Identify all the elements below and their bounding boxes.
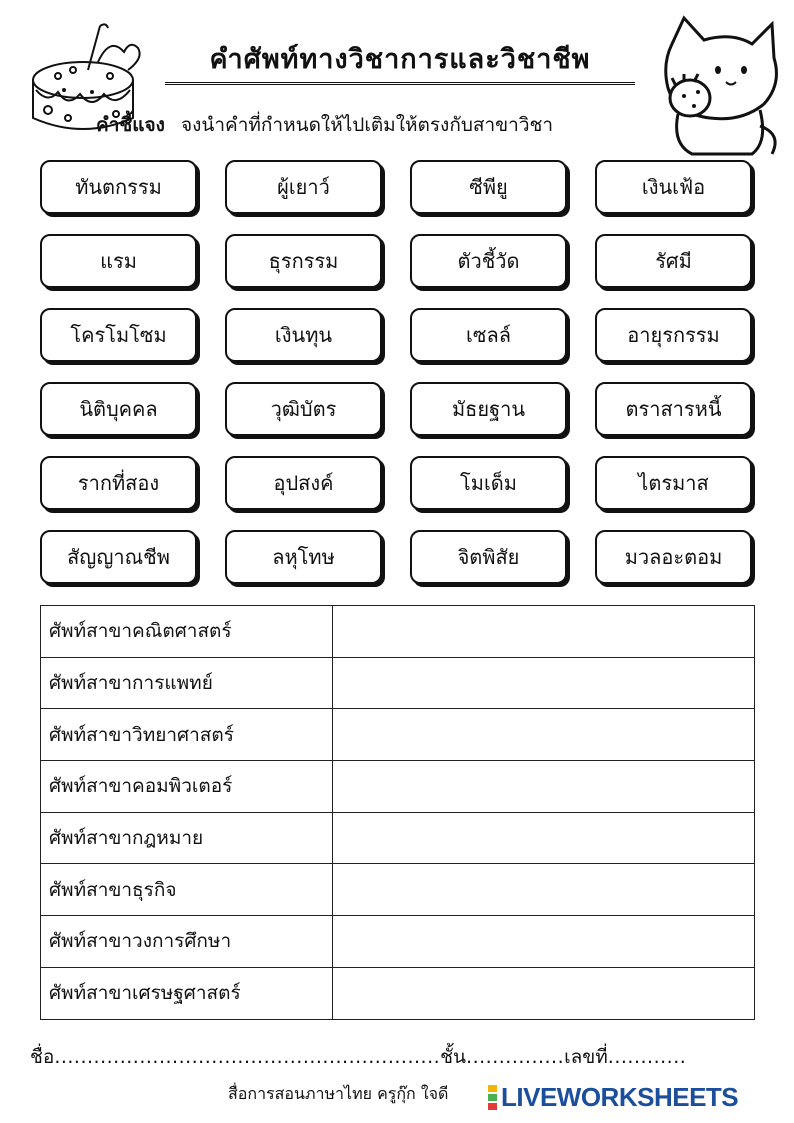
name-label: ชื่อ (30, 1046, 55, 1068)
category-label: ศัพท์สาขาคอมพิวเตอร์ (41, 761, 333, 813)
word-card[interactable]: โครโมโซม (40, 308, 197, 362)
table-row (41, 606, 755, 658)
word-card[interactable]: มัธยฐาน (410, 382, 567, 436)
number-label: เลขที่ (564, 1046, 608, 1068)
answer-drop-zone[interactable] (333, 967, 755, 1019)
word-card[interactable]: สัญญาณชีพ (40, 530, 197, 584)
category-label: ศัพท์สาขาวิทยาศาสตร์ (41, 709, 333, 761)
word-card[interactable]: เงินทุน (225, 308, 382, 362)
word-card[interactable]: แรม (40, 234, 197, 288)
word-card[interactable]: ไตรมาส (595, 456, 752, 510)
word-card[interactable]: วุฒิบัตร (225, 382, 382, 436)
category-label: ศัพท์สาขาเศรษฐศาสตร์ (41, 967, 333, 1019)
table-row (41, 967, 755, 1019)
table-row (41, 812, 755, 864)
instruction (96, 110, 553, 140)
student-info-line (30, 1042, 770, 1072)
answer-drop-zone[interactable] (333, 916, 755, 968)
number-field[interactable]: ............ (607, 1046, 687, 1068)
name-field[interactable]: ........................................................... (54, 1046, 441, 1068)
word-card[interactable]: ผู้เยาว์ (225, 160, 382, 214)
word-card[interactable]: ซีพียู (410, 160, 567, 214)
answer-drop-zone[interactable] (333, 606, 755, 658)
category-label: ศัพท์สาขาคณิตศาสตร์ (41, 606, 333, 658)
word-card[interactable]: ตัวชี้วัด (410, 234, 567, 288)
word-bank (40, 160, 755, 584)
table-row (41, 761, 755, 813)
table-row (41, 709, 755, 761)
word-card[interactable]: มวลอะตอม (595, 530, 752, 584)
category-label: ศัพท์สาขาการแพทย์ (41, 657, 333, 709)
instruction-label: คำชี้แจง (96, 114, 165, 136)
word-card[interactable]: ทันตกรรม (40, 160, 197, 214)
class-field[interactable]: ............... (466, 1046, 565, 1068)
word-card[interactable]: อายุรกรรม (595, 308, 752, 362)
answer-drop-zone[interactable] (333, 709, 755, 761)
word-card[interactable]: รัศมี (595, 234, 752, 288)
answer-drop-zone[interactable] (333, 864, 755, 916)
class-label: ชั้น (440, 1046, 467, 1068)
word-card[interactable]: อุปสงค์ (225, 456, 382, 510)
category-label: ศัพท์สาขาธุรกิจ (41, 864, 333, 916)
word-card[interactable]: ลหุโทษ (225, 530, 382, 584)
instruction-text: จงนำคำที่กำหนดให้ไปเติมให้ตรงกับสาขาวิชา (180, 114, 554, 136)
word-card[interactable]: นิติบุคคล (40, 382, 197, 436)
word-card[interactable]: ธุรกรรม (225, 234, 382, 288)
table-row (41, 916, 755, 968)
category-label: ศัพท์สาขากฎหมาย (41, 812, 333, 864)
table-row (41, 864, 755, 916)
cat-icon (632, 14, 782, 164)
brand-name: LIVEWORKSHEETS (501, 1082, 739, 1112)
word-card[interactable]: รากที่สอง (40, 456, 197, 510)
word-card[interactable]: โมเด็ม (410, 456, 567, 510)
answer-table (40, 605, 755, 1020)
answer-drop-zone[interactable] (333, 657, 755, 709)
liveworksheets-logo-icon (488, 1084, 497, 1111)
word-card[interactable]: ตราสารหนี้ (595, 382, 752, 436)
table-row (41, 657, 755, 709)
answer-drop-zone[interactable] (333, 812, 755, 864)
word-card[interactable]: เงินเฟ้อ (595, 160, 752, 214)
answer-drop-zone[interactable] (333, 761, 755, 813)
word-card[interactable]: เซลล์ (410, 308, 567, 362)
category-label: ศัพท์สาขาวงการศึกษา (41, 916, 333, 968)
page-title: คำศัพท์ทางวิชาการและวิชาชีพ (165, 40, 635, 85)
liveworksheets-logo (488, 1082, 738, 1113)
word-card[interactable]: จิตพิสัย (410, 530, 567, 584)
credit-text: สื่อการสอนภาษาไทย ครูกุ๊ก ใจดี (228, 1084, 449, 1103)
